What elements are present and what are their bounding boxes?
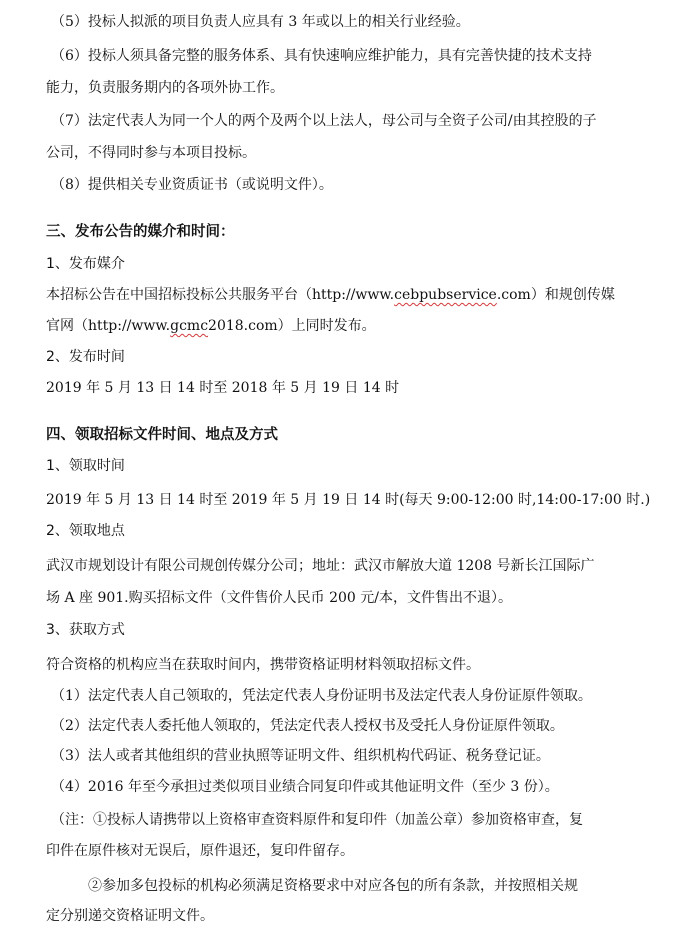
requirement-8: （8）提供相关专业资质证书（或说明文件）。 xyxy=(51,177,333,193)
section3-media-label: 1、发布媒介 xyxy=(46,256,125,272)
section4-method-label: 3、获取方式 xyxy=(46,622,125,638)
section4-time-value: 2019 年 5 月 13 日 14 时至 2019 年 5 月 19 日 14 时(每天 9:00-12:00 时,14:00-17:00 时.) xyxy=(46,492,651,508)
section4-note-2-line1: ②参加多包投标的机构必须满足资格要求中对应各包的所有条款，并按照相关规 xyxy=(88,878,578,894)
section3-heading: 三、发布公告的媒介和时间： xyxy=(46,224,235,240)
requirement-6-line2: 能力，负责服务期内的各项外协工作。 xyxy=(46,80,284,96)
section4-method-4: （4）2016 年至今承担过类似项目业绩合同复印件或其他证明文件（至少 3 份）。 xyxy=(51,779,559,795)
section4-method-2: （2）法定代表人委托他人领取的，凭法定代表人授权书及受托人身份证原件领取。 xyxy=(51,718,564,734)
section4-note-1-line1: （注：①投标人请携带以上资格审查资料原件和复印件（加盖公章）参加资格审查，复 xyxy=(51,812,583,828)
requirement-6-line1: （6）投标人须具备完整的服务体系、具有快速响应维护能力，具有完善快捷的技术支持 xyxy=(51,48,592,64)
section4-method-intro: 符合资格的机构应当在获取时间内，携带资格证明材料领取招标文件。 xyxy=(46,657,480,673)
media-text-post-2: 2018.com）上同时发布。 xyxy=(208,318,376,334)
section4-place-label: 2、领取地点 xyxy=(46,523,125,539)
section4-method-1: （1）法定代表人自己领取的，凭法定代表人身份证明书及法定代表人身份证原件领取。 xyxy=(51,688,592,704)
section3-media-line2 xyxy=(46,316,656,336)
requirement-7-line2: 公司，不得同时参与本项目投标。 xyxy=(46,145,256,161)
media-text-pre-2: 官网（http://www. xyxy=(46,318,171,334)
section4-note-1-line2: 印件在原件核对无误后，原件退还，复印件留存。 xyxy=(46,843,354,859)
media-url-domain: cebpubservice xyxy=(394,287,497,303)
section3-time-label: 2、发布时间 xyxy=(46,349,125,365)
section4-time-label: 1、领取时间 xyxy=(46,458,125,474)
media-url-domain-2: gcmc xyxy=(170,318,209,334)
section3-media-line1 xyxy=(46,285,656,305)
media-text-post: .com）和规创传媒 xyxy=(496,287,615,303)
section4-note-2-line2: 定分别递交资格证明文件。 xyxy=(46,908,214,924)
section4-place-line2: 场 A 座 901.购买招标文件（文件售价人民币 200 元/本，文件售出不退）。 xyxy=(46,590,512,606)
section4-heading: 四、领取招标文件时间、地点及方式 xyxy=(46,427,278,443)
media-text-pre: 本招标公告在中国招标投标公共服务平台（http://www. xyxy=(46,287,395,303)
requirement-7-line1: （7）法定代表人为同一个人的两个及两个以上法人，母公司与全资子公司/由其控股的子 xyxy=(51,113,597,129)
section3-time-value: 2019 年 5 月 13 日 14 时至 2018 年 5 月 19 日 14 时 xyxy=(46,380,400,396)
section4-method-3: （3）法人或者其他组织的营业执照等证明文件、组织机构代码证、税务登记证。 xyxy=(51,748,550,764)
section4-place-line1: 武汉市规划设计有限公司规创传媒分公司；地址：武汉市解放大道 1208 号新长江国际广 xyxy=(46,558,595,574)
requirement-5: （5）投标人拟派的项目负责人应具有 3 年或以上的相关行业经验。 xyxy=(51,14,470,30)
